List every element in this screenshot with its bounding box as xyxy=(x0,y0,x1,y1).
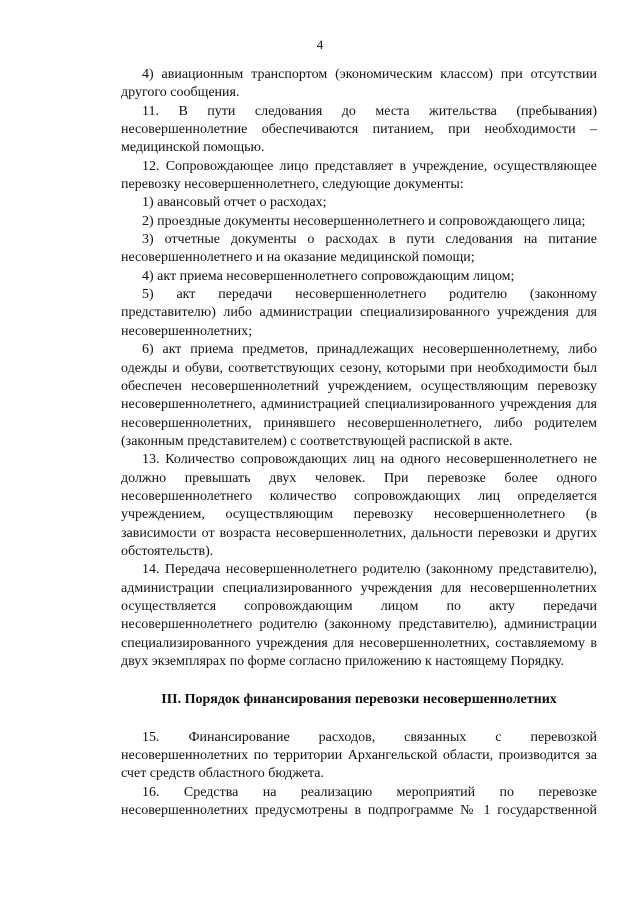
paragraph-15: 15. Финансирование расходов, связанных с перевозкой несовершеннолетних по территории Архангельской области, производится за счет средств областного бюджета. xyxy=(121,729,597,782)
list-item-1: 1) авансовый отчет о расходах; xyxy=(142,195,327,211)
document-body xyxy=(121,66,597,820)
list-item-4: 4) акт приема несовершеннолетнего сопровождающим лицом; xyxy=(142,268,515,284)
paragraph-13: 13. Количество сопровождающих лиц на одного несовершеннолетнего не должно превышать двух человек. При перевозке более одного несовершеннолетнего количество сопровождающих лиц определяется учреждением, осуществляющим перевозку несовершеннолетнего (в зависимости от возраста несовершеннолетних, дальности перевозки и других обстоятельств). xyxy=(121,452,597,559)
page-number: 4 xyxy=(316,37,324,52)
paragraph-11: 11. В пути следования до места жительства (пребывания) несовершеннолетние обеспечиваются питанием, при необходимости – медицинской помощью. xyxy=(121,103,597,156)
list-item-2: 2) проездные документы несовершеннолетнего и сопровождающего лица; xyxy=(142,213,586,229)
list-item-6: 6) акт приема предметов, принадлежащих несовершеннолетнему, либо одежды и обуви, соответствующих сезону, которыми при необходимости был обеспечен несовершеннолетний учреждением, осуществляющим перевозку несовершеннолетнего, администрацией специализированного учреждения для несовершеннолетних, принявшего несовершеннолетнего, либо родителем (законным представителем) с соответствующей распиской в акте. xyxy=(121,342,597,449)
list-item-5: 5) акт передачи несовершеннолетнего родителю (законному представителю) либо администрации специализированного учреждения для несовершеннолетних; xyxy=(121,287,597,339)
section-heading: III. Порядок финансирования перевозки несовершеннолетних xyxy=(161,692,557,708)
paragraph-12: 12. Сопровождающее лицо представляет в учреждение, осуществляющее перевозку несовершеннолетнего, следующие документы: xyxy=(121,158,597,193)
list-item-3: 3) отчетные документы о расходах в пути следования на питание несовершеннолетнего и на оказание медицинской помощи; xyxy=(121,232,597,266)
paragraph-14: 14. Передача несовершеннолетнего родителю (законному представителю), администрации специализированного учреждения для несовершеннолетних осуществляется сопровождающим лицом по акту передачи несовершеннолетнего родителю (законному представителю), администрации специализированного учреждения для несовершеннолетних, составляемому в двух экземплярах по форме согласно приложению к настоящему Порядку. xyxy=(121,562,597,669)
paragraph-item-4-aviation: 4) авиационным транспортом (экономическим классом) при отсутствии другого сообщения. xyxy=(121,67,597,101)
paragraph-16: 16. Средства на реализацию мероприятий по перевозке несовершеннолетних предусмотрены в подпрограмме № 1 государственной xyxy=(121,784,597,819)
